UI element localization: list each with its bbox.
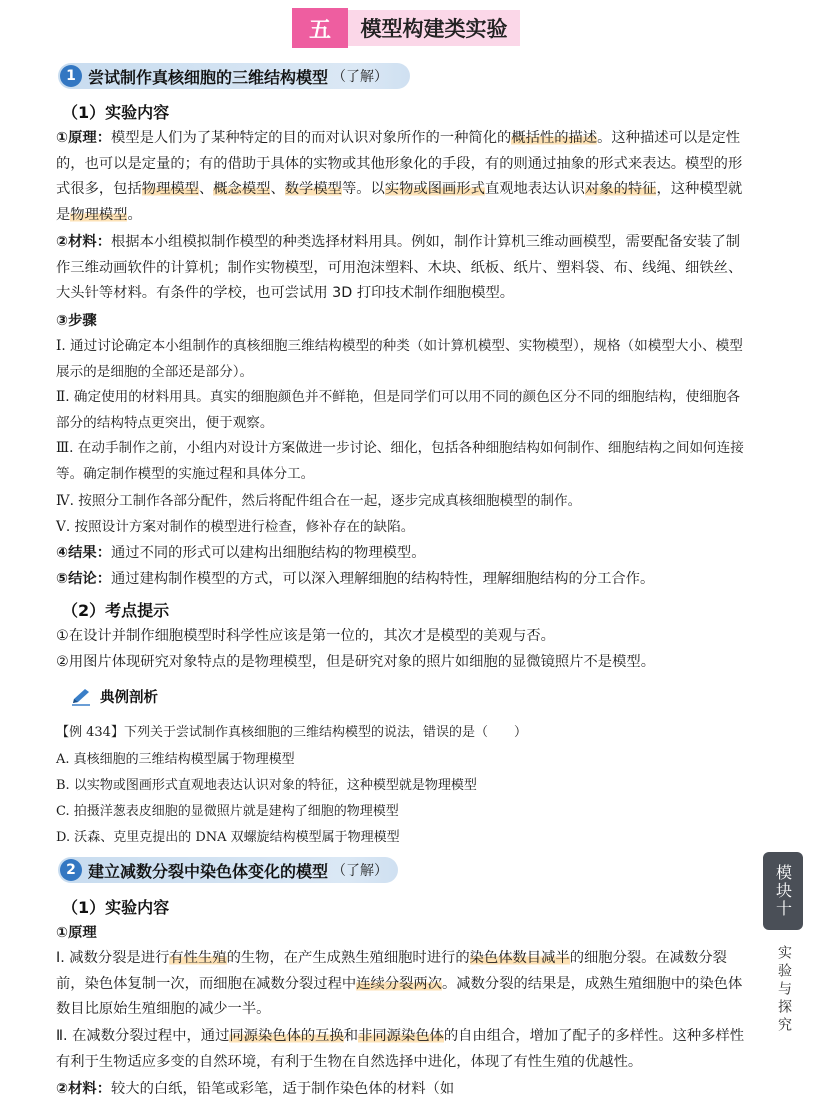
- text-run: 、: [270, 181, 285, 197]
- step-3: Ⅲ. 在动手制作之前，小组内对设计方案做进一步讨论、细化，包括各种细胞结构如何制作、细胞结构之间如何连接等。确定制作模型的实施过程和具体分工。: [56, 440, 744, 482]
- text-run: 的自由组合，增加了配子的多样性。这种多样性有利于生物适应多变的自然环境，有利于生物在自然选择中进化，体现了有性生殖的优越性。: [56, 1028, 745, 1070]
- example-question: 【例 434】下列关于尝试制作真核细胞的三维结构模型的说法，错误的是（ ）: [56, 725, 527, 740]
- module-tab: [763, 852, 803, 930]
- highlight: 染色体数目减半: [469, 950, 570, 966]
- highlight: 对象的特征: [584, 181, 657, 197]
- highlight: 物理模型: [70, 206, 128, 223]
- text-run: 。这种描述可以是定性的，也可以是定量的；有的借助于具体的实物或其他形象化的手段，有的则通过抽象的形式来表达。模型的形式很多，包括: [56, 130, 743, 197]
- text-run: 、: [198, 181, 214, 197]
- section-number: 1: [60, 65, 82, 87]
- highlight: 同源染色体的互换: [229, 1028, 344, 1044]
- example-heading: [70, 686, 158, 707]
- materials-paragraph: [56, 230, 746, 307]
- materials-label: ②材料：: [56, 234, 111, 250]
- text-run: 和: [343, 1028, 359, 1044]
- meiosis-paragraph-2: [56, 1024, 746, 1075]
- section-2-header: [58, 857, 388, 883]
- text-run: 的生物，在产生成熟生殖细胞时进行的: [226, 950, 470, 966]
- text-run: 通过建构制作模型的方式，可以深入理解细胞的结构特性，理解细胞结构的分工合作。: [111, 571, 655, 587]
- subheading-tips: （2）考点提示: [62, 601, 170, 620]
- section-1-header: [58, 63, 388, 89]
- principle-label-2: [56, 921, 746, 947]
- result-line: [56, 541, 746, 567]
- text-run: 通过不同的形式可以建构出细胞结构的物理模型。: [111, 545, 426, 561]
- text-run: 模型是人们为了某种特定的目的而对认识对象所作的一种简化的: [111, 130, 512, 146]
- principle-label: ①原理：: [56, 130, 111, 146]
- result-label: ④结果：: [56, 545, 111, 561]
- module-tab-label: 模块十: [773, 864, 793, 918]
- subheading-content-2: （1）实验内容: [62, 898, 170, 917]
- option-d: D. 沃森、克里克提出的 DNA 双螺旋结构模型属于物理模型: [56, 830, 400, 845]
- meiosis-paragraph-1: [56, 946, 746, 1023]
- chapter-banner: [292, 8, 520, 48]
- example-heading-text: 典例剖析: [100, 690, 158, 706]
- text-run: Ⅰ. 减数分裂是进行: [56, 950, 170, 966]
- section-tag: （了解）: [332, 69, 389, 85]
- highlight: 非同源染色体: [358, 1028, 444, 1044]
- steps-label: [56, 309, 746, 335]
- option-b: B. 以实物或图画形式直观地表达认识对象的特征，这种模型就是物理模型: [56, 778, 477, 793]
- text-run: 根据本小组模拟制作模型的种类选择材料用具。例如，制作计算机三维动画模型，需要配备安装了制作三维动画软件的计算机；制作实物模型，可用泡沫塑料、木块、纸板、纸片、塑料袋、布、线绳、细铁丝、大头针等材料。有条件的学校，也可尝试用 3D 打印技术制作细胞模型。: [56, 234, 743, 301]
- highlight: 实物或图画形式: [384, 181, 485, 197]
- subheading-content: （1）实验内容: [62, 103, 170, 122]
- text-run: 。: [127, 206, 142, 223]
- section-title: 尝试制作真核细胞的三维结构模型: [88, 67, 329, 87]
- text-run: Ⅱ. 在减数分裂过程中，通过: [56, 1028, 230, 1044]
- conclusion-line: [56, 567, 746, 593]
- steps-label-text: ③步骤: [56, 313, 97, 329]
- principle-label-text: ①原理: [56, 925, 97, 941]
- step-5: Ⅴ. 按照设计方案对制作的模型进行检查，修补存在的缺陷。: [56, 519, 415, 535]
- tip-1: ①在设计并制作细胞模型时科学性应该是第一位的，其次才是模型的美观与否。: [56, 628, 555, 644]
- tip-2: ②用图片体现研究对象特点的是物理模型，但是研究对象的照片如细胞的显微镜照片不是模型。: [56, 654, 655, 670]
- text-run: ，这种模型就是: [56, 181, 743, 223]
- text-run: 直观地表达认识: [484, 181, 585, 197]
- chapter-title: 模型构建类实验: [348, 10, 520, 46]
- conclusion-label: ⑤结论：: [56, 571, 111, 587]
- option-a: A. 真核细胞的三维结构模型属于物理模型: [56, 752, 295, 767]
- text-run: 的细胞分裂。在减数分裂前，染色体复制一次，而细胞在减数分裂过程中: [56, 950, 727, 992]
- highlight: 数学模型: [284, 181, 342, 197]
- highlight: 物理模型: [141, 181, 199, 197]
- text-run: 。减数分裂的结果是，成熟生殖细胞中的染色体数目比原始生殖细胞的减少一半。: [56, 975, 743, 1017]
- materials-line-2: [56, 1077, 746, 1103]
- highlight: 有性生殖: [169, 950, 227, 966]
- text-run: 等。以: [341, 181, 385, 197]
- section-title: 建立减数分裂中染色体变化的模型: [88, 861, 329, 881]
- highlight: 概念模型: [213, 181, 271, 197]
- highlight: 连续分裂两次: [356, 975, 443, 992]
- section-number: 2: [60, 859, 82, 881]
- module-side-text: 实验与探究: [776, 945, 792, 1035]
- chapter-number: 五: [292, 8, 348, 48]
- highlight: 概括性的描述: [511, 130, 598, 146]
- option-c: C. 拍摄洋葱表皮细胞的显微照片就是建构了细胞的物理模型: [56, 804, 399, 819]
- principle-paragraph: [56, 126, 746, 228]
- step-4: Ⅳ. 按照分工制作各部分配件，然后将配件组合在一起，逐步完成真核细胞模型的制作。: [56, 493, 582, 509]
- section-tag: （了解）: [332, 863, 389, 879]
- materials-label-2: ②材料：: [56, 1081, 111, 1097]
- step-1: Ⅰ. 通过讨论确定本小组制作的真核细胞三维结构模型的种类（如计算机模型、实物模型），规格（如模型大小、模型展示的是细胞的全部还是部分）。: [56, 338, 743, 380]
- text-run: 较大的白纸，铅笔或彩笔，适于制作染色体的材料（如: [111, 1081, 455, 1097]
- step-2: Ⅱ. 确定使用的材料用具。真实的细胞颜色并不鲜艳，但是同学们可以用不同的颜色区分不同的细胞结构，使细胞各部分的结构特点更突出，便于观察。: [56, 389, 740, 431]
- pen-icon: [70, 687, 92, 707]
